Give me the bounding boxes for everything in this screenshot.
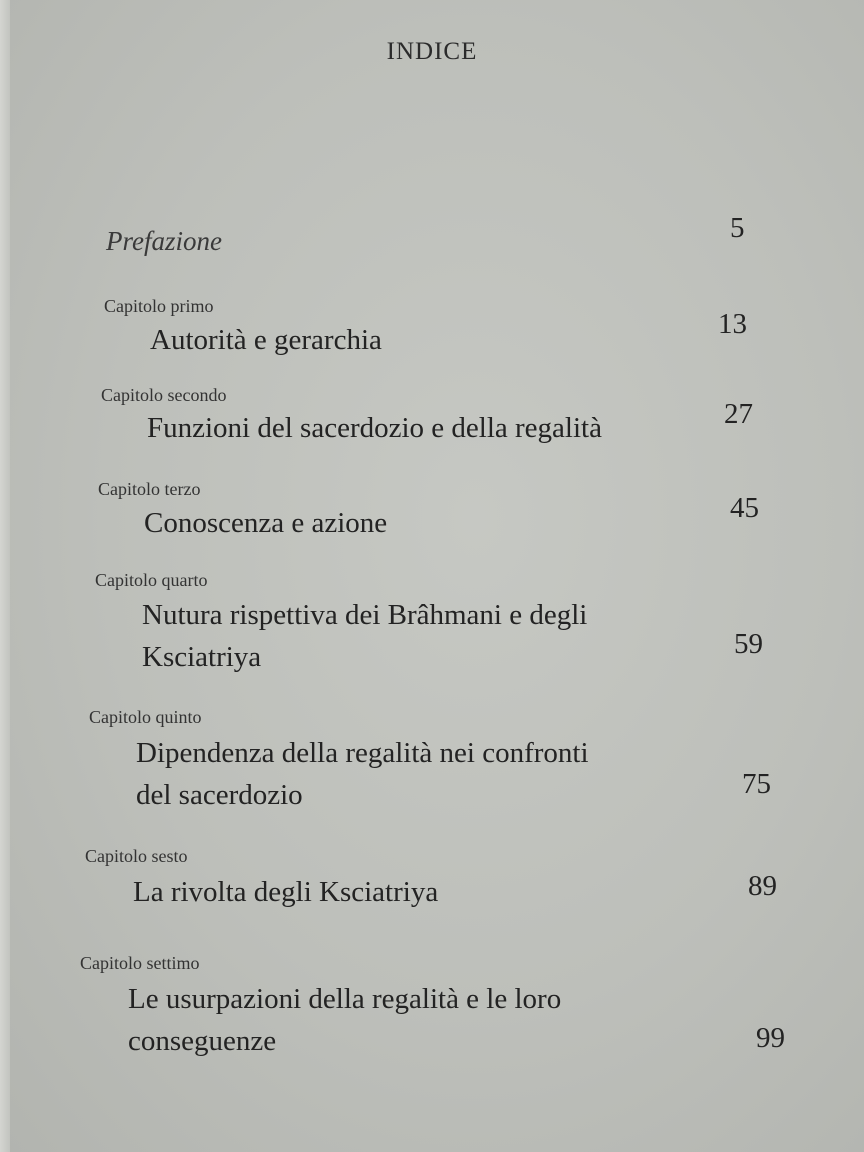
chapter-title: Autorità e gerarchia xyxy=(150,324,382,356)
chapter-page: 99 xyxy=(756,1022,785,1054)
toc-entry-5 xyxy=(89,707,589,816)
chapter-title-line: Ksciatriya xyxy=(142,641,262,673)
chapter-title-line: conseguenze xyxy=(128,1025,277,1057)
chapter-title-line: del sacerdozio xyxy=(136,779,303,811)
chapter-page: 59 xyxy=(734,628,763,660)
chapter-title: Conoscenza e azione xyxy=(144,507,388,539)
toc-entry-3 xyxy=(98,479,387,544)
chapter-page: 89 xyxy=(748,870,777,902)
preface-page: 5 xyxy=(730,212,745,244)
chapter-title: La rivolta degli Ksciatriya xyxy=(133,876,439,908)
page-title: INDICE xyxy=(386,38,478,65)
toc-entry-4 xyxy=(95,570,587,678)
chapter-title: Funzioni del sacerdozio e della regalità xyxy=(147,412,602,444)
page-edge xyxy=(0,0,10,1152)
chapter-ordinal: Capitolo terzo xyxy=(98,479,201,499)
toc-entry-6 xyxy=(85,846,438,913)
chapter-page: 75 xyxy=(742,768,771,800)
chapter-page: 27 xyxy=(724,398,753,430)
chapter-ordinal: Capitolo primo xyxy=(104,296,214,316)
chapter-ordinal: Capitolo quarto xyxy=(95,570,208,590)
chapter-page: 45 xyxy=(730,492,759,524)
chapter-title-line: Dipendenza della regalità nei confronti xyxy=(136,737,589,769)
toc-entry-7 xyxy=(80,953,561,1062)
preface-label: Prefazione xyxy=(106,226,222,256)
chapter-page: 13 xyxy=(718,308,747,340)
chapter-title-line: Nutura rispettiva dei Brâhmani e degli xyxy=(142,599,588,631)
chapter-ordinal: Capitolo secondo xyxy=(101,385,227,405)
chapter-title-line: Le usurpazioni della regalità e le loro xyxy=(128,983,562,1015)
chapter-ordinal: Capitolo quinto xyxy=(89,707,202,727)
toc-entry-2 xyxy=(101,385,602,449)
toc-entry-1 xyxy=(104,296,382,361)
chapter-ordinal: Capitolo sesto xyxy=(85,846,188,866)
chapter-ordinal: Capitolo settimo xyxy=(80,953,200,973)
